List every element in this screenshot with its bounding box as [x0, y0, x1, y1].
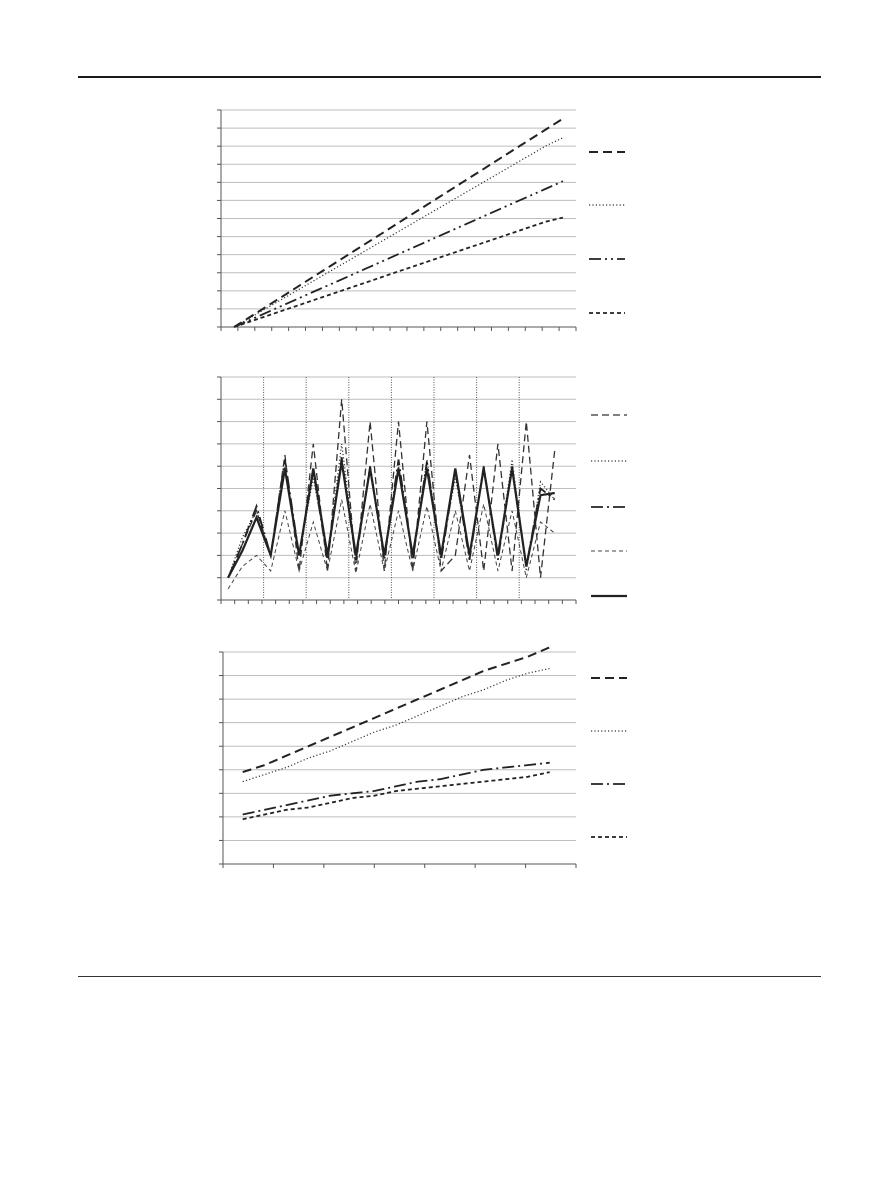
- series-line-1: [234, 119, 563, 327]
- series-line-2: [243, 669, 550, 782]
- chart-3: [219, 647, 627, 868]
- chart-2: [217, 377, 627, 604]
- series-line-1: [243, 647, 550, 772]
- series-line-3: [243, 763, 550, 815]
- series-line-4: [243, 772, 550, 819]
- chart-1: [217, 110, 625, 331]
- series-line-3: [234, 181, 563, 327]
